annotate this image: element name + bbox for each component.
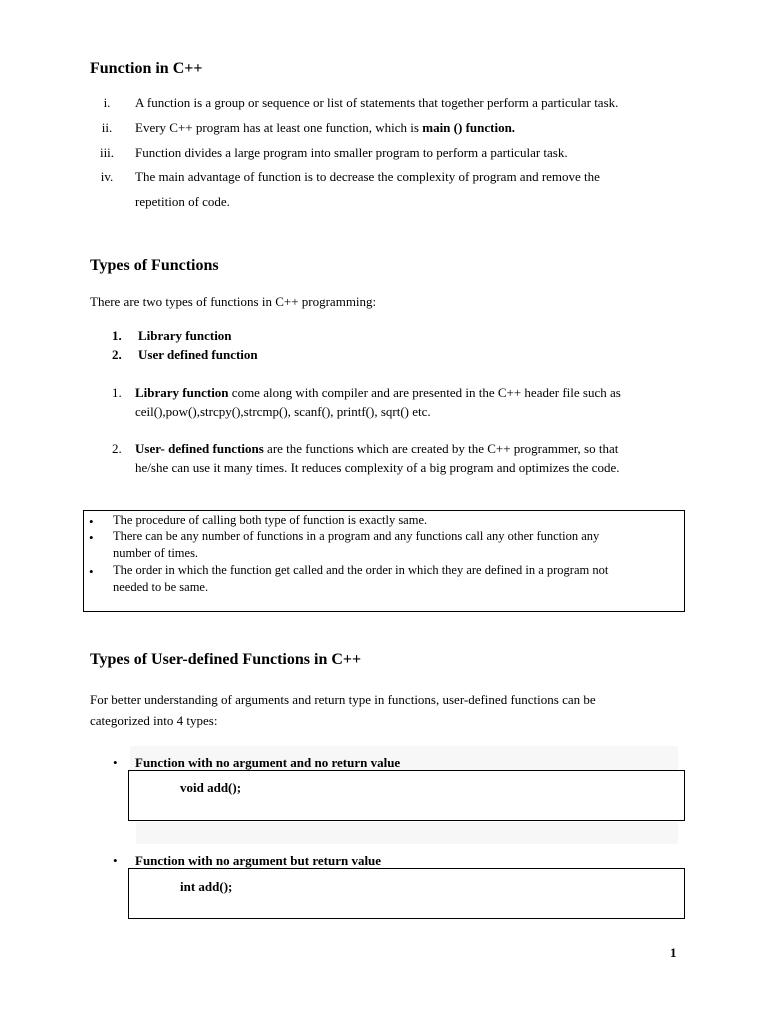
detail-continuation: he/she can use it many times. It reduces complexity of a big program and optimizes the code.	[135, 460, 620, 475]
bullet-icon: •	[89, 530, 94, 545]
list-number: ii.	[101, 120, 113, 135]
user-defined-intro: For better understanding of arguments and return type in functions, user-defined functions can be	[90, 692, 596, 707]
user-defined-intro-continuation: categorized into 4 types:	[90, 713, 218, 728]
detail-bold: User- defined functions	[135, 441, 264, 456]
list-item: A function is a group or sequence or list of statements that together perform a particular task.	[135, 95, 619, 110]
section-heading-function: Function in C++	[90, 60, 203, 77]
list-item	[135, 119, 515, 137]
type-label: Library function	[138, 328, 232, 343]
detail-number: 1.	[112, 385, 122, 400]
list-item-continuation: repetition of code.	[135, 194, 230, 209]
code-box	[128, 770, 685, 821]
detail-library	[135, 384, 621, 402]
section-heading-types: Types of Functions	[90, 257, 219, 274]
detail-number: 2.	[112, 441, 122, 456]
code-snippet: int add();	[180, 879, 233, 894]
note-item: There can be any number of functions in a program and any functions call any other function any	[113, 529, 600, 543]
list-item: The main advantage of function is to decrease the complexity of program and remove the	[135, 169, 600, 184]
case-title: Function with no argument and no return value	[135, 755, 401, 770]
type-number: 1.	[112, 328, 122, 343]
note-item: The procedure of calling both type of function is exactly same.	[113, 513, 428, 527]
list-item: Function divides a large program into smaller program to perform a particular task.	[135, 145, 568, 160]
bullet-icon: •	[89, 564, 94, 579]
detail-text: come along with compiler and are presented in the C++ header file such as	[228, 385, 621, 400]
list-number: iii.	[99, 145, 115, 160]
type-number: 2.	[112, 347, 122, 362]
bullet-icon: •	[113, 755, 118, 770]
note-item-continuation: needed to be same.	[113, 580, 209, 594]
section-heading-user-defined-types: Types of User-defined Functions in C++	[90, 651, 362, 668]
type-label: User defined function	[138, 347, 258, 362]
list-number: iv.	[100, 169, 114, 184]
code-snippet: void add();	[180, 780, 242, 795]
shaded-band	[136, 822, 678, 844]
detail-bold: Library function	[135, 385, 229, 400]
page-number: 1	[670, 945, 677, 960]
note-item: The order in which the function get called and the order in which they are defined in a program not	[113, 563, 609, 577]
case-title: Function with no argument but return value	[135, 853, 382, 868]
detail-text: are the functions which are created by the C++ programmer, so that	[263, 441, 619, 456]
detail-continuation: ceil(),pow(),strcpy(),strcmp(), scanf(), printf(), sqrt() etc.	[135, 404, 431, 419]
bullet-icon: •	[89, 514, 94, 529]
detail-user-defined	[135, 440, 618, 458]
list-number: i.	[103, 95, 111, 110]
list-item-text: Every C++ program has at least one function, which is	[135, 120, 423, 135]
bullet-icon: •	[113, 853, 118, 868]
notes-box	[83, 510, 685, 612]
code-box	[128, 868, 685, 919]
types-intro: There are two types of functions in C++ programming:	[90, 294, 377, 309]
note-item-continuation: number of times.	[113, 546, 199, 560]
list-item-bold: main () function.	[422, 120, 516, 135]
